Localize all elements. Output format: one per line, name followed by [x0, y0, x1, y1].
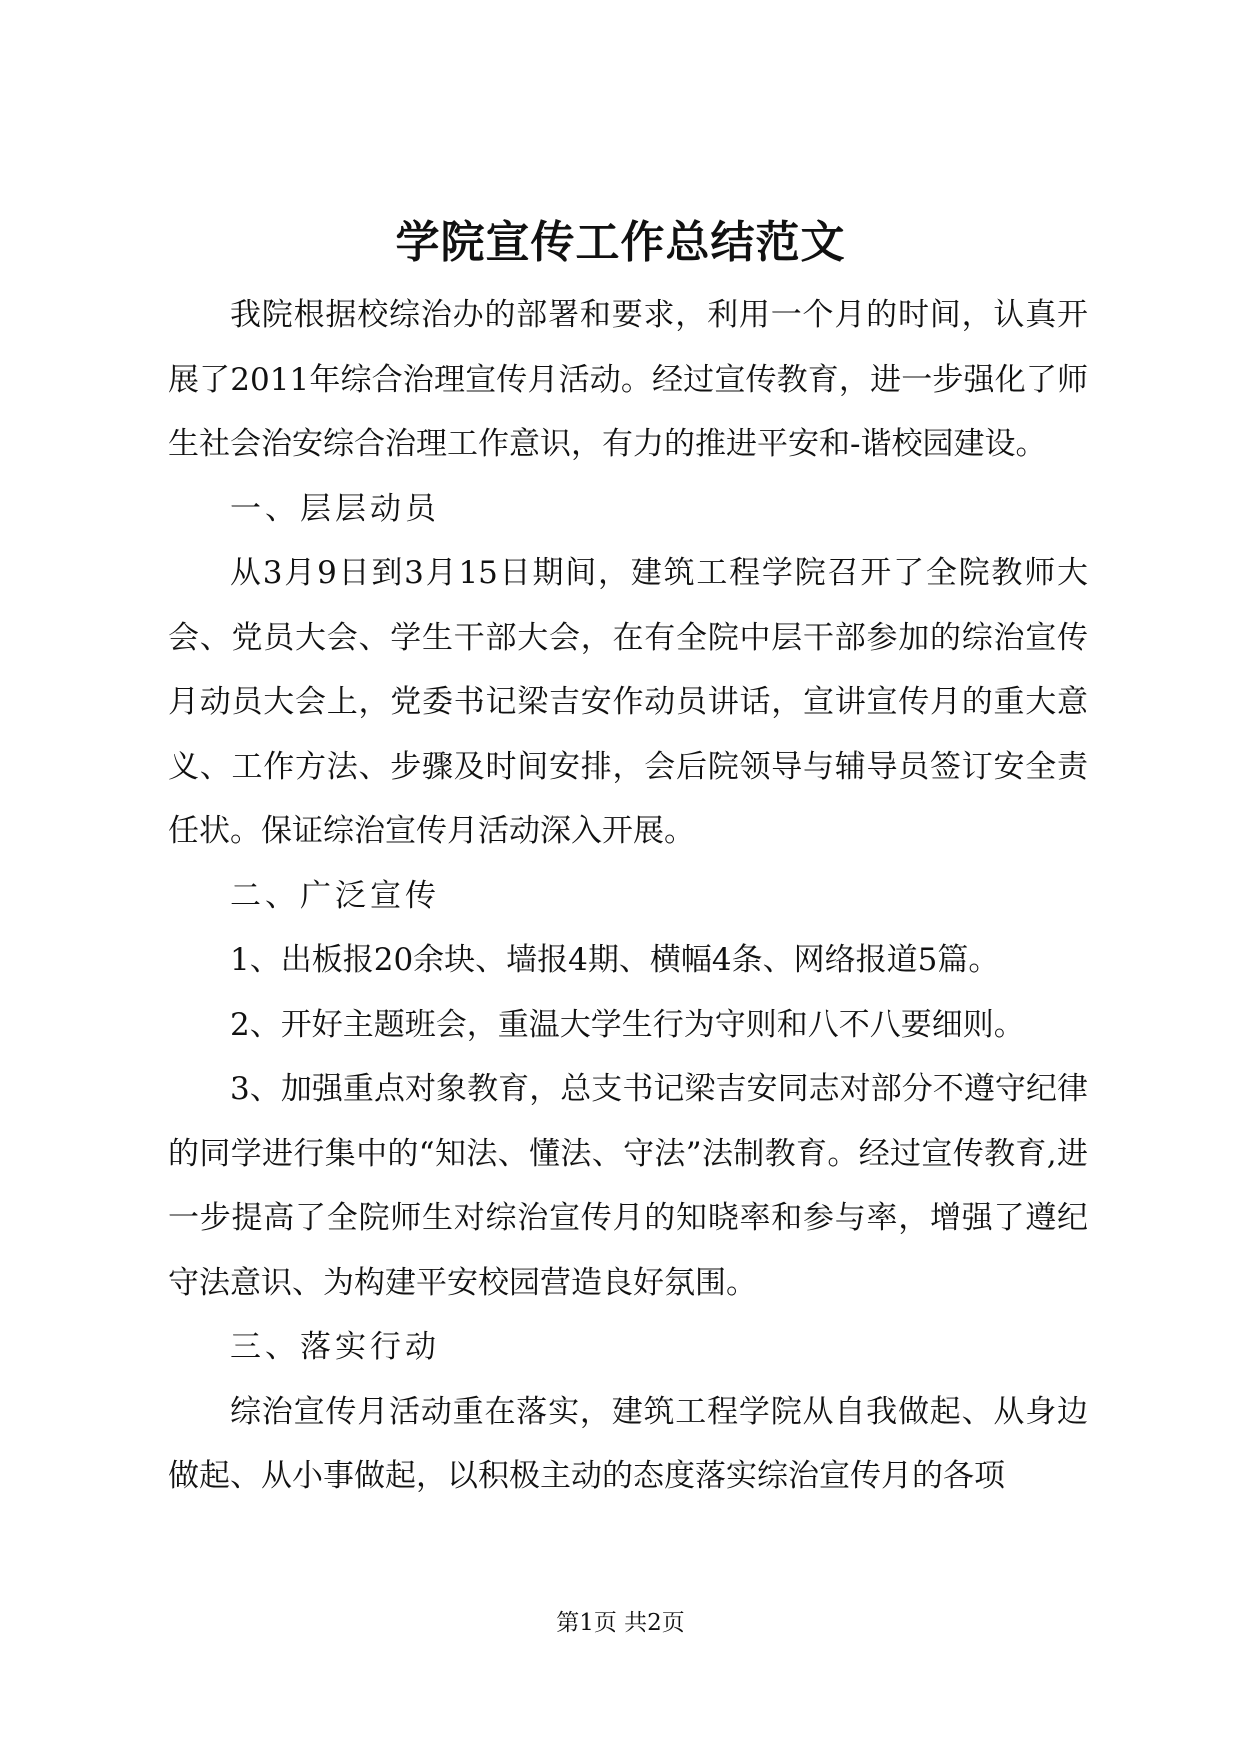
intro-paragraph: 我院根据校综治办的部署和要求，利用一个月的时间，认真开展了2011年综合治理宣传月活动。经过宣传教育，进一步强化了师生社会治安综合治理工作意识，有力的推进平安和-谐校园建设。 [168, 297, 1088, 462]
page-footer: 第1页 共2页 [556, 1610, 685, 1636]
list-item-3: 3、加强重点对象教育，总支书记梁吉安同志对部分不遵守纪律的同学进行集中的“知法、懂法、守法”法制教育。经过宣传教育,进一步提高了全院师生对综治宣传月的知晓率和参与率，增强了遵纪守法意识、为构建平安校园营造良好氛围。 [168, 1071, 1088, 1301]
section-heading-3: 三、落实行动 [230, 1329, 440, 1365]
document-body [168, 283, 1088, 1509]
section-heading-1: 一、层层动员 [230, 490, 440, 527]
document-title: 学院宣传工作总结范文 [395, 217, 846, 268]
section-1-paragraph: 从3月9日到3月15日期间，建筑工程学院召开了全院教师大会、党员大会、学生干部大会，在有全院中层干部参加的综治宣传月动员大会上，党委书记梁吉安作动员讲话，宣讲宣传月的重大意义、工作方法、步骤及时间安排，会后院领导与辅导员签订安全责任状。保证综治宣传月活动深入开展。 [168, 555, 1088, 849]
section-heading-2: 二、广泛宣传 [230, 877, 440, 914]
section-3-paragraph: 综治宣传月活动重在落实，建筑工程学院从自我做起、从身边做起、从小事做起，以积极主动的态度落实综治宣传月的各项 [168, 1393, 1088, 1494]
list-item-1: 1、出板报20余块、墙报4期、横幅4条、网络报道5篇。 [230, 942, 1000, 978]
list-item-2: 2、开好主题班会，重温大学生行为守则和八不八要细则。 [230, 1006, 1025, 1043]
